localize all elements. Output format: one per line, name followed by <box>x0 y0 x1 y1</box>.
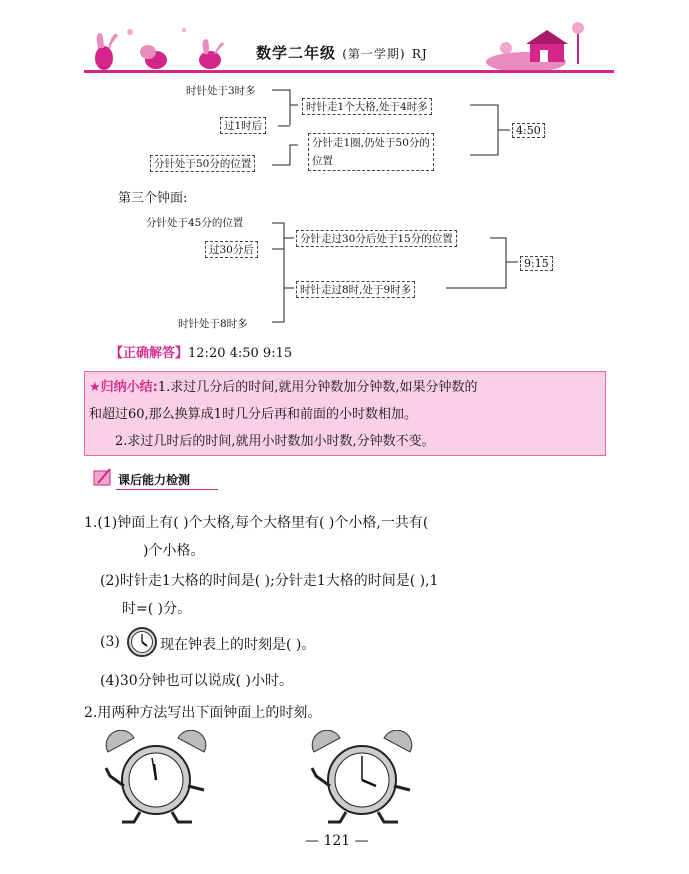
question-2: 2.用两种方法写出下面钟面上的时刻。 <box>84 705 322 721</box>
summary-line-2: 和超过60,那么换算成1时几分后再和前面的小时数相加。 <box>89 407 417 422</box>
book-edition: RJ <box>411 47 428 61</box>
question-1-3-text: 现在钟表上的时刻是( )。 <box>160 637 316 653</box>
correct-answer-text: 12:20 4:50 9:15 <box>188 346 293 361</box>
summary-text-1: 1.求过几分后的时间,就用分钟数加分钟数,如果分钟数的 <box>157 380 478 395</box>
question-1-1-line1: 1.(1)钟面上有( )个大格,每个大格里有( )个小格,一共有( <box>84 515 429 531</box>
book-subtitle: (第一学期) <box>342 47 406 61</box>
question-1-2-line1: (2)时针走1大格的时间是( );分针走1大格的时间是( ),1 <box>100 573 439 589</box>
question-1-1-line2: )个小格。 <box>143 543 205 559</box>
book-title: 数学二年级 <box>256 44 337 62</box>
summary-box <box>84 371 606 456</box>
flow2-interval-note: 过30分后 <box>205 241 258 258</box>
flow2-minute-note: 分针处于45分的位置 <box>146 217 244 229</box>
header-rule <box>84 70 614 73</box>
flow1-hour-result: 时针走1个大格,处于4时多 <box>302 98 432 115</box>
flow2-hour-result: 时针走过8时,处于9时多 <box>296 281 415 298</box>
header-decoration-right <box>486 18 616 72</box>
flow2-final-time: 9:15 <box>520 256 553 271</box>
cartoon-alarm-clock-1 <box>96 730 216 825</box>
flow1-connectors <box>270 85 520 175</box>
summary-label: ★归纳小结: <box>89 380 158 395</box>
question-1-4: (4)30分钟也可以说成( )小时。 <box>100 673 294 689</box>
flow1-minute-result-line1: 分针走1圈,仍处于50分的 <box>312 137 430 149</box>
summary-line-3: 2.求过几时后的时间,就用小时数加小时数,分钟数不变。 <box>115 434 435 449</box>
correct-answer-label: 【正确解答】 <box>110 346 189 361</box>
flow2-minute-result: 分针走过30分后处于15分的位置 <box>296 230 457 247</box>
question-1-3-prefix: (3) <box>100 634 120 650</box>
flow2-hour-note: 时针处于8时多 <box>178 318 248 330</box>
correct-answer <box>110 342 292 361</box>
third-clock-heading: 第三个钟面: <box>118 191 188 206</box>
flow1-hour-note: 时针处于3时多 <box>186 85 256 97</box>
question-1-2-line2: 时=( )分。 <box>122 601 192 617</box>
flow2-connectors <box>268 218 528 328</box>
flow1-final-time: 4:50 <box>512 123 545 138</box>
cartoon-alarm-clock-2 <box>302 730 422 825</box>
section-title: 课后能力检测 <box>118 473 191 487</box>
flow1-interval-note: 过1时后 <box>220 117 266 134</box>
flow1-minute-result-line2: 位置 <box>312 155 333 167</box>
header-decoration-left <box>84 20 244 70</box>
summary-line-1 <box>89 374 601 401</box>
header-title <box>256 42 428 63</box>
pencil-icon <box>92 467 114 489</box>
page-number: — 121 — <box>305 833 369 849</box>
flow1-minute-note: 分针处于50分的位置 <box>150 155 255 172</box>
small-clock-icon <box>126 626 158 658</box>
section-title-underline <box>116 489 218 490</box>
